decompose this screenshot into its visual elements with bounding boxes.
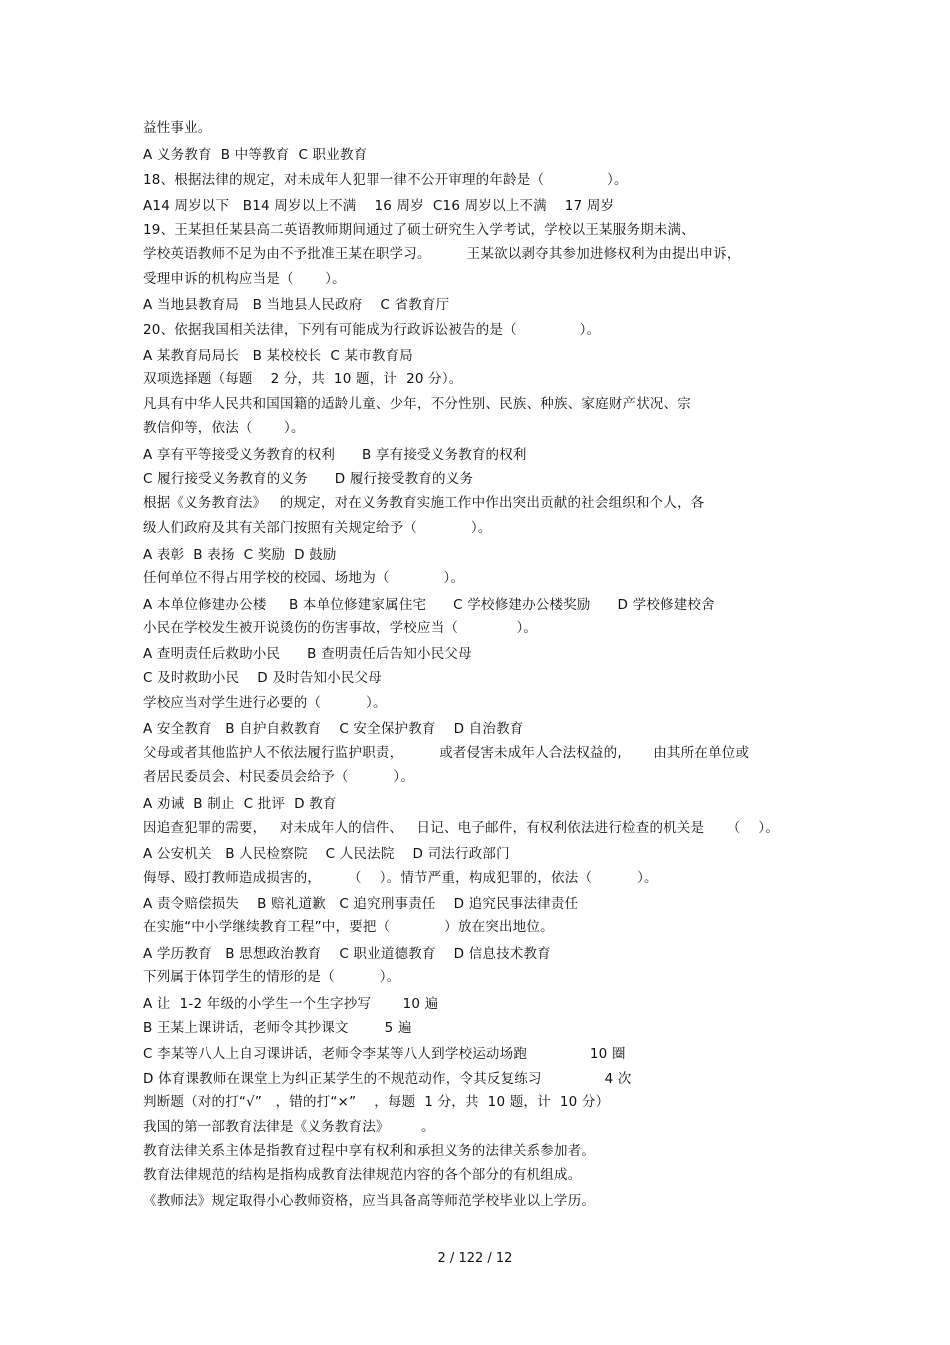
answer-options: A 义务教育 B 中等教育 C 职业教育: [143, 147, 368, 163]
question-text: 侮辱、殴打教师造成损害的， （ ）。情节严重，构成犯罪的，依法（ ）。: [143, 870, 658, 886]
question-text: 父母或者其他监护人不依法履行监护职责， 或者侵害未成年人合法权益的, 由其所在单位或: [143, 745, 750, 761]
answer-options: A 安全教育 B 自护自救教育 C 安全保护教育 D 自治教育: [143, 721, 524, 737]
statement: 《教师法》规定取得小心教师资格，应当具备高等师范学校毕业以上学历。: [143, 1193, 596, 1209]
answer-options: A 责令赔偿损失 B 赔礼道歉 C 追究刑事责任 D 追究民事法律责任: [143, 896, 579, 912]
question-text: 下列属于体罚学生的情形的是（ ）。: [143, 969, 401, 985]
answer-option: C 李某等八人上自习课讲话，老师令李某等八人到学校运动场跑 10 圈: [143, 1046, 626, 1062]
section-heading: 判断题（对的打“√” ，错的打“×” ，每题 1 分，共 10 题，计 10 分）: [143, 1094, 610, 1110]
text-line: 教信仰等，依法（ ）。: [143, 420, 305, 436]
question-text: 因追查犯罪的需要， 对未成年人的信件、 日记、电子邮件，有权利依法进行检查的机关是 （ ）。: [143, 820, 780, 836]
question-text: 小民在学校发生被开说烫伤的伤害事故，学校应当（ ）。: [143, 620, 538, 636]
question-19: 19、王某担任某县高二英语教师期间通过了硕士研究生入学考试，学校以王某服务期未满、: [143, 222, 695, 238]
answer-options: A 公安机关 B 人民检察院 C 人民法院 D 司法行政部门: [143, 846, 510, 862]
answer-options: C 及时救助小民 D 及时告知小民父母: [143, 670, 382, 686]
question-text: 学校应当对学生进行必要的（ ）。: [143, 695, 387, 711]
question-text: 根据《义务教育法》 的规定，对在义务教育实施工作中作出突出贡献的社会组织和个人，各: [143, 495, 705, 511]
text-line: 益性事业。: [143, 120, 212, 136]
statement: 教育法律关系主体是指教育过程中享有权利和承担义务的法律关系参加者。: [143, 1143, 596, 1159]
answer-options: A 查明责任后救助小民 B 查明责任后告知小民父母: [143, 646, 472, 662]
question-text: 任何单位不得占用学校的校园、场地为（ ）。: [143, 570, 465, 586]
question-18: 18、根据法律的规定，对未成年人犯罪一律不公开审理的年龄是（ ）。: [143, 172, 628, 188]
question-text: 在实施“中小学继续教育工程”中，要把（ ）放在突出地位。: [143, 919, 554, 935]
text-line: 学校英语教师不足为由不予批准王某在职学习。 王某欲以剥夺其参加进修权利为由提出申诉，: [143, 246, 741, 262]
page-number: 2 / 122 / 12: [437, 1251, 513, 1266]
answer-options: A 表彰 B 表扬 C 奖励 D 鼓励: [143, 547, 337, 563]
text-line: 级人们政府及其有关部门按照有关规定给予（ ）。: [143, 520, 492, 536]
answer-options: A 劝诫 B 制止 C 批评 D 教育: [143, 796, 337, 812]
answer-options: C 履行接受义务教育的义务 D 履行接受教育的义务: [143, 471, 474, 487]
question-20: 20、依据我国相关法律，下列有可能成为行政诉讼被告的是（ ）。: [143, 322, 601, 338]
answer-options: A14 周岁以下 B14 周岁以上不满 16 周岁 C16 周岁以上不满 17 周岁: [143, 198, 615, 214]
section-heading: 双项选择题（每题 2 分，共 10 题，计 20 分）。: [143, 371, 463, 387]
answer-option: A 让 1-2 年级的小学生一个生字抄写 10 遍: [143, 996, 439, 1012]
question-text: 凡具有中华人民共和国国籍的适龄儿童、少年，不分性别、民族、种族、家庭财产状况、宗: [143, 396, 691, 412]
answer-options: A 某教育局局长 B 某校校长 C 某市教育局: [143, 348, 413, 364]
answer-options: A 本单位修建办公楼 B 本单位修建家属住宅 C 学校修建办公楼奖励 D 学校修建校舍: [143, 597, 715, 613]
answer-options: A 学历教育 B 思想政治教育 C 职业道德教育 D 信息技术教育: [143, 946, 551, 962]
statement: 我国的第一部教育法律是《义务教育法》 。: [143, 1119, 435, 1135]
answer-option: D 体育课教师在课堂上为纠正某学生的不规范动作，令其反复练习 4 次: [143, 1071, 632, 1087]
text-line: 受理申诉的机构应当是（ ）。: [143, 271, 346, 287]
answer-options: A 当地县教育局 B 当地县人民政府 C 省教育厅: [143, 297, 450, 313]
text-line: 者居民委员会、村民委员会给予（ ）。: [143, 769, 415, 785]
statement: 教育法律规范的结构是指构成教育法律规范内容的各个部分的有机组成。: [143, 1167, 582, 1183]
answer-option: B 王某上课讲话，老师令其抄课文 5 遍: [143, 1020, 412, 1036]
answer-options: A 享有平等接受义务教育的权利 B 享有接受义务教育的权利: [143, 447, 527, 463]
